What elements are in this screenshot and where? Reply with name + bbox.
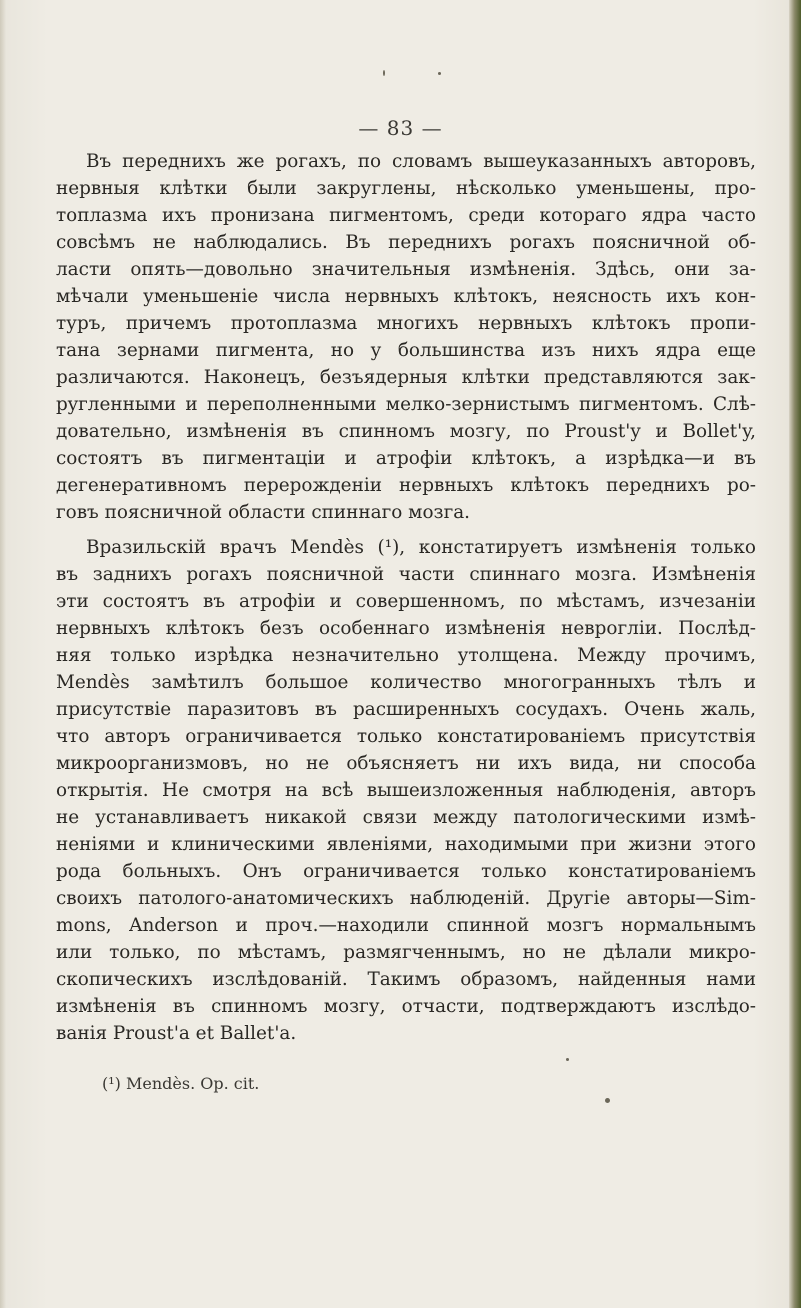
text-line: нервныя клѣтки были закруглены, нѣсколько уменьшены, про- [56,178,756,199]
body-text [56,148,756,1047]
page-number: — 83 — [358,116,443,140]
text-line: скопическихъ изслѣдованій. Такимъ образомъ, найденныя нами [56,969,756,990]
paragraph-1 [56,148,756,526]
text-line: ванія Proust'a et Ballet'a. [56,1023,297,1044]
text-line: состоятъ въ пигментаціи и атрофіи клѣтокъ, а изрѣдка—и въ [56,448,756,469]
text-line: совсѣмъ не наблюдались. Въ переднихъ рогахъ поясничной об- [56,232,756,253]
text-line: говъ поясничной области спиннаго мозга. [56,502,471,523]
text-line: нервныхъ клѣтокъ безъ особеннаго измѣненія невроглiи. Послѣд- [56,618,756,639]
text-line: дегенеративномъ перерожденіи нервныхъ клѣтокъ переднихъ ро- [56,475,756,496]
page-binding-edge [789,0,801,1308]
text-line: Mendès замѣтилъ большое количество многогранныхъ тѣлъ и [56,672,756,693]
text-line: рyгленными и переполненными мелко-зернистымъ пигментомъ. Слѣ- [56,394,756,415]
paper-speck [566,1058,569,1061]
paper-speck [383,70,385,76]
text-line: Въ переднихъ же рогахъ, по словамъ вышеуказанныхъ авторовъ, [86,151,756,172]
text-line: что авторъ ограничивается только констатированіемъ присутствія [56,726,756,747]
text-line: рода больныхъ. Онъ ограничивается только констатированіемъ [56,861,756,882]
text-line: открытія. Не смотря на всѣ вышеизложенныя наблюденія, авторъ [56,780,756,801]
text-line: не устанавливаетъ никакой связи между патологическими измѣ- [56,807,756,828]
text-line: или только, по мѣстамъ, размягченнымъ, но не дѣлали микро- [56,942,756,963]
text-line: микроорганизмовъ, но не объясняетъ ни ихъ вида, ни способа [56,753,756,774]
paragraph-2 [56,534,756,1047]
text-line: туръ, причемъ протоплазма многихъ нервныхъ клѣтокъ пропи- [56,313,756,334]
text-line: эти состоятъ въ атрофіи и совершенномъ, по мѣстамъ, изчезаніи [56,591,756,612]
text-line: ласти опять—довольно значительныя измѣненія. Здѣсь, они за- [56,259,756,280]
text-line: въ заднихъ рогахъ поясничной части спиннаго мозга. Измѣненія [56,564,756,585]
text-line: тана зернами пигмента, но у большинства изъ нихъ ядра еще [56,340,756,361]
page-left-edge [0,0,6,1308]
text-line: присутствіе паразитовъ въ расширенныхъ сосудахъ. Очень жаль, [56,699,756,720]
text-line: различаются. Наконецъ, безъядерныя клѣтки представляются зак- [56,367,756,388]
paper-speck [438,72,441,75]
paper-speck [605,1098,610,1103]
text-line: mons, Anderson и проч.—находили спинной мозгъ нормальнымъ [56,915,756,936]
text-line: топлазма ихъ пронизана пигментомъ, среди котораго ядра часто [56,205,756,226]
footnote: (¹) Mendès. Op. cit. [102,1074,260,1093]
text-line: Вразильскій врачъ Mendès (¹), констатируетъ измѣненія только [86,537,756,558]
text-line: мѣчали уменьшеніе числа нервныхъ клѣтокъ, неясность ихъ кон- [56,286,756,307]
text-line: своихъ патолого-анатомическихъ наблюденій. Другіе авторы—Sim- [56,888,756,909]
text-line: няя только изрѣдка незначительно утолщена. Между прочимъ, [56,645,756,666]
text-line: довательно, измѣненія въ спинномъ мозгу, по Proust'y и Bollet'y, [56,421,756,442]
text-line: неніями и клиническими явленіями, находимыми при жизни этого [56,834,756,855]
text-line: измѣненія въ спинномъ мозгу, отчасти, подтверждаютъ изслѣдо- [56,996,756,1017]
